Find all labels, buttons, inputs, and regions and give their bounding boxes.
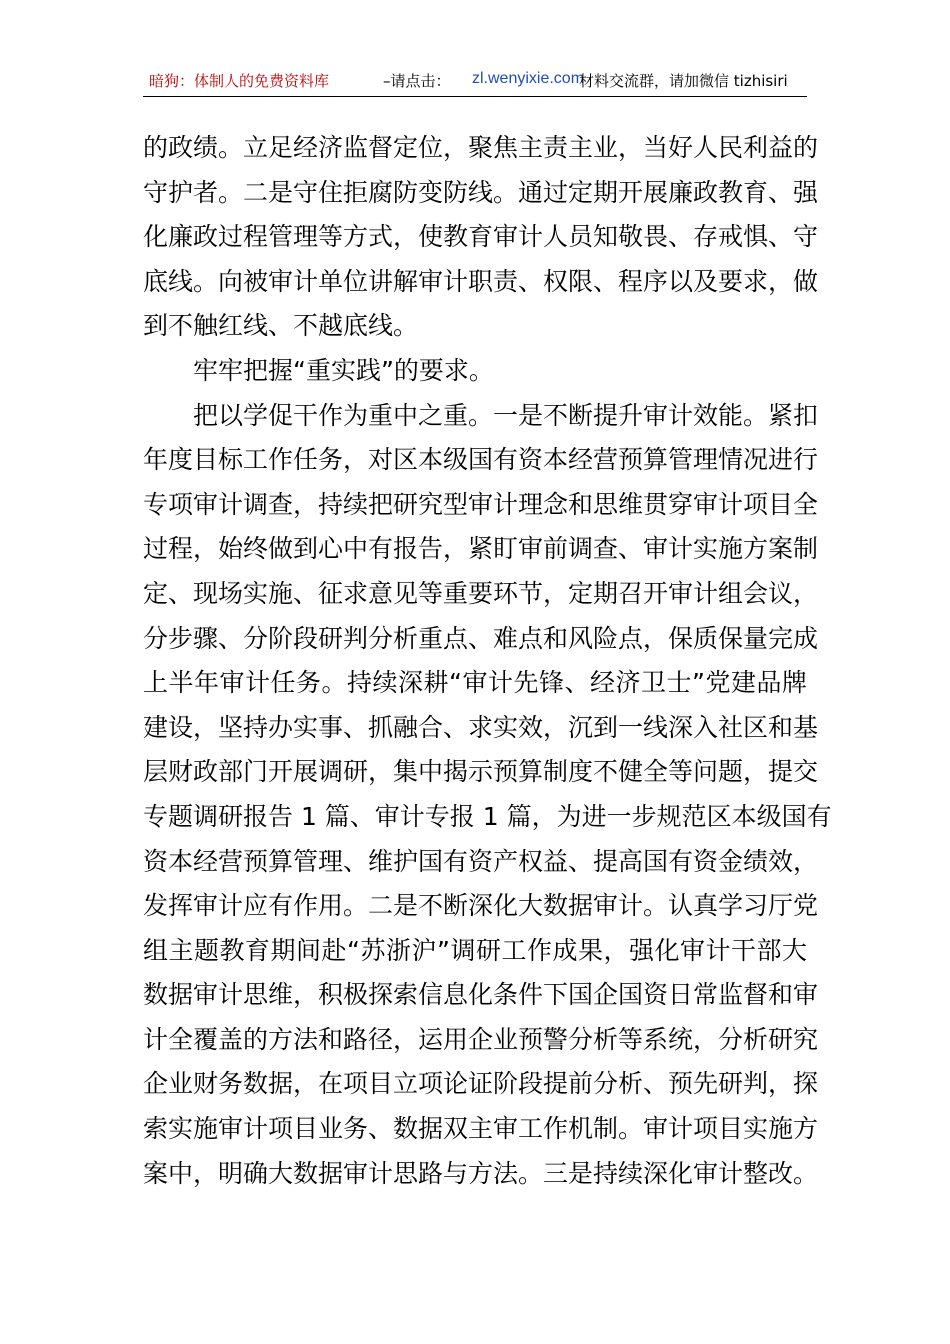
text-line: 建设，坚持办实事、抓融合、求实效，沉到一线深入社区和基 [143, 712, 819, 742]
document-body [143, 126, 832, 1196]
text-line: 专题调研报告 1 篇、审计专报 1 篇，为进一步规范区本级国有 [143, 801, 832, 831]
text-line: 上半年审计任务。持续深耕“审计先锋、经济卫士”党建品牌 [143, 668, 807, 698]
text-line: 化廉政过程管理等方式，使教育审计人员知敬畏、存戒惧、守 [143, 222, 819, 252]
text-line: 案中，明确大数据审计思路与方法。三是持续深化审计整改。 [143, 1158, 819, 1188]
text-line: 分步骤、分阶段研判分析重点、难点和风险点，保质保量完成 [143, 623, 819, 653]
text-line: 把以学促干作为重中之重。一是不断提升审计效能。紧扣 [193, 400, 819, 430]
wechat-note: 材料交流群，请加微信 tizhisiri [579, 72, 788, 90]
page-header [143, 66, 807, 97]
text-line: 数据审计思维，积极探索信息化条件下国企国资日常监督和审 [143, 980, 819, 1010]
text-line: 计全覆盖的方法和路径，运用企业预警分析等系统，分析研究 [143, 1024, 819, 1054]
text-line: 层财政部门开展调研，集中揭示预算制度不健全等问题，提交 [143, 757, 819, 787]
text-line: 专项审计调查，持续把研究型审计理念和思维贯穿审计项目全 [143, 489, 819, 519]
text-line: 的政绩。立足经济监督定位，聚焦主责主业，当好人民利益的 [143, 133, 819, 162]
text-line: 过程，始终做到心中有报告，紧盯审前调查、审计实施方案制 [143, 534, 819, 564]
text-line: 资本经营预算管理、维护国有资产权益、提高国有资金绩效， [143, 846, 819, 876]
text-line: 企业财务数据，在项目立项论证阶段提前分析、预先研判，探 [143, 1069, 819, 1099]
click-prompt: –请点击： [383, 72, 451, 90]
text-line: 定、现场实施、征求意见等重要环节，定期召开审计组会议， [143, 578, 819, 608]
text-line: 索实施审计项目业务、数据双主审工作机制。审计项目实施方 [143, 1114, 819, 1144]
text-line: 组主题教育期间赴“苏浙沪”调研工作成果，强化审计干部大 [143, 935, 807, 965]
site-link[interactable]: zl.wenyixie.com [472, 70, 585, 87]
text-line: 牢牢把握“重实践”的要求。 [193, 355, 494, 385]
text-line: 年度目标工作任务，对区本级国有资本经营预算管理情况进行 [143, 445, 819, 475]
text-line: 到不触红线、不越底线。 [143, 311, 419, 341]
text-line: 底线。向被审计单位讲解审计职责、权限、程序以及要求，做 [143, 266, 819, 296]
text-line: 守护者。二是守住拒腐防变防线。通过定期开展廉政教育、强 [143, 177, 819, 207]
text-line: 发挥审计应有作用。二是不断深化大数据审计。认真学习厅党 [143, 891, 819, 921]
brand-text: 暗狗：体制人的免费资料库 [149, 72, 330, 90]
